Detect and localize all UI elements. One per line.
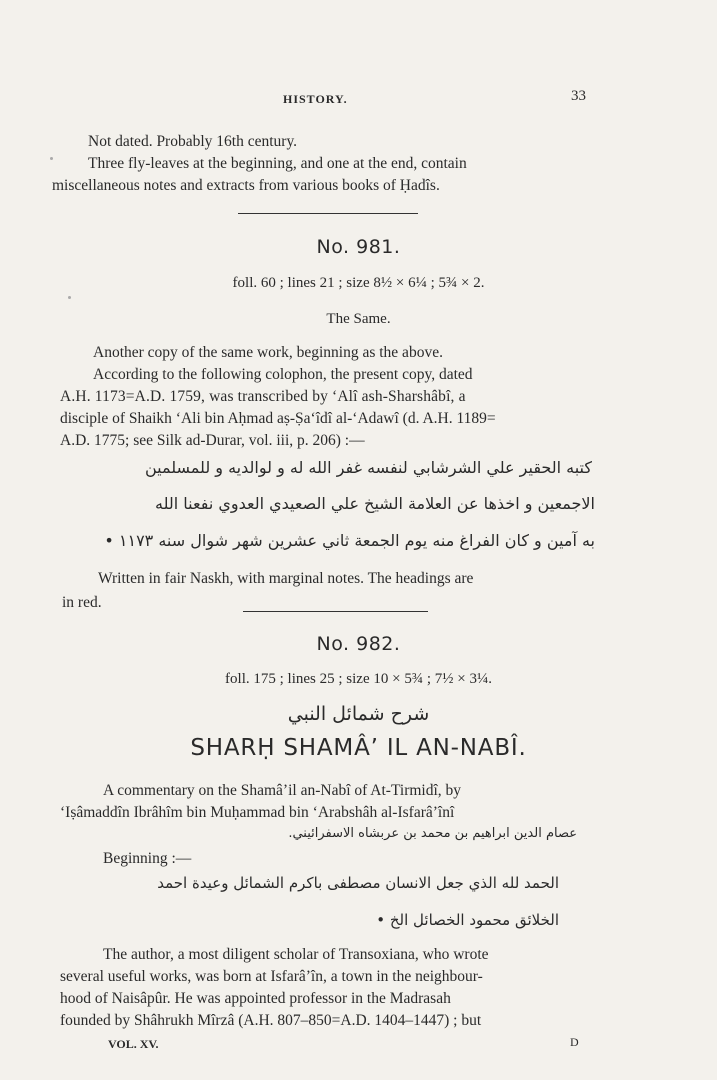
arabic-author-name: عصام الدين ابراهيم بن محمد بن عربشاه الاسفرائيني. bbox=[288, 826, 577, 841]
section-divider bbox=[243, 611, 428, 612]
entry-number-982: No. 982. bbox=[316, 633, 401, 655]
arabic-title: شرح شمائل النبي bbox=[287, 703, 430, 725]
intro-line: Three fly-leaves at the beginning, and one at the end, contain bbox=[88, 155, 467, 172]
running-head: HISTORY. bbox=[283, 92, 348, 106]
collation-982: foll. 175 ; lines 25 ; size 10 × 5¾ ; 7½ × 3¼. bbox=[225, 671, 492, 687]
paragraph-line: hood of Naisâpûr. He was appointed professor in the Madrasah bbox=[60, 990, 451, 1007]
paragraph-line: A.D. 1775; see Silk ad-Durar, vol. iii, p. 206) :— bbox=[60, 432, 365, 449]
paragraph-line: founded by Shâhrukh Mîrzâ (A.H. 807–850=A.D. 1404–1447) ; but bbox=[60, 1012, 482, 1029]
section-divider bbox=[238, 213, 418, 214]
paragraph-line: According to the following colophon, the present copy, dated bbox=[93, 366, 473, 383]
paper-speck bbox=[50, 157, 53, 160]
arabic-incipit-line: الحمد لله الذي جعل الانسان مصطفى باكرم الشمائل وعيدة احمد bbox=[157, 874, 559, 892]
work-title: SHARḤ SHAMÂ’ IL AN-NABÎ. bbox=[190, 735, 527, 761]
entry-number-981: No. 981. bbox=[316, 236, 401, 258]
collation-981: foll. 60 ; lines 21 ; size 8½ × 6¼ ; 5¾ × 2. bbox=[232, 275, 485, 291]
paragraph-line: Written in fair Naskh, with marginal notes. The headings are bbox=[98, 570, 474, 587]
volume-signature: VOL. XV. bbox=[108, 1037, 159, 1051]
intro-line: miscellaneous notes and extracts from various books of Ḥadîs. bbox=[52, 177, 440, 194]
paragraph-line: The author, a most diligent scholar of Transoxiana, who wrote bbox=[103, 946, 489, 963]
arabic-colophon-line: كتبه الحقير علي الشرشابي لنفسه غفر الله له و لوالديه و للمسلمين bbox=[144, 458, 592, 477]
paragraph-line: disciple of Shaikh ‘Ali bin Aḥmad aṣ-Ṣa‘îdî al-‘Adawî (d. A.H. 1189= bbox=[60, 410, 496, 427]
paper-speck bbox=[68, 296, 71, 299]
paragraph-line: ‘Iṣâmaddîn Ibrâhîm bin Muḥammad bin ‘Arabshâh al-Isfarâ’înî bbox=[60, 804, 455, 821]
paragraph-line: several useful works, was born at Isfarâ’în, a town in the neighbour- bbox=[60, 968, 483, 985]
entry-subtitle-981: The Same. bbox=[326, 311, 391, 327]
page-number: 33 bbox=[571, 88, 586, 104]
arabic-colophon-line: به آمين و كان الفراغ منه يوم الجمعة ثاني عشرين شهر شوال سنه ١١٧٣ • bbox=[104, 531, 595, 550]
paragraph-line: Beginning :— bbox=[103, 850, 192, 867]
paragraph-line: in red. bbox=[62, 594, 102, 611]
paragraph-line: Another copy of the same work, beginning as the above. bbox=[93, 344, 443, 361]
intro-line: Not dated. Probably 16th century. bbox=[88, 133, 298, 150]
arabic-incipit-line: الخلائق محمود الخصائل الخ • bbox=[376, 911, 559, 929]
paragraph-line: A.H. 1173=A.D. 1759, was transcribed by ‘Alî ash-Sharshâbî, a bbox=[60, 388, 466, 405]
paragraph-line: A commentary on the Shamâ’il an-Nabî of At-Tirmidî, by bbox=[103, 782, 462, 799]
gathering-signature: D bbox=[570, 1035, 579, 1049]
arabic-colophon-line: الاجمعين و اخذها عن العلامة الشيخ علي الصعيدي العدوي نفعنا الله bbox=[155, 494, 595, 513]
